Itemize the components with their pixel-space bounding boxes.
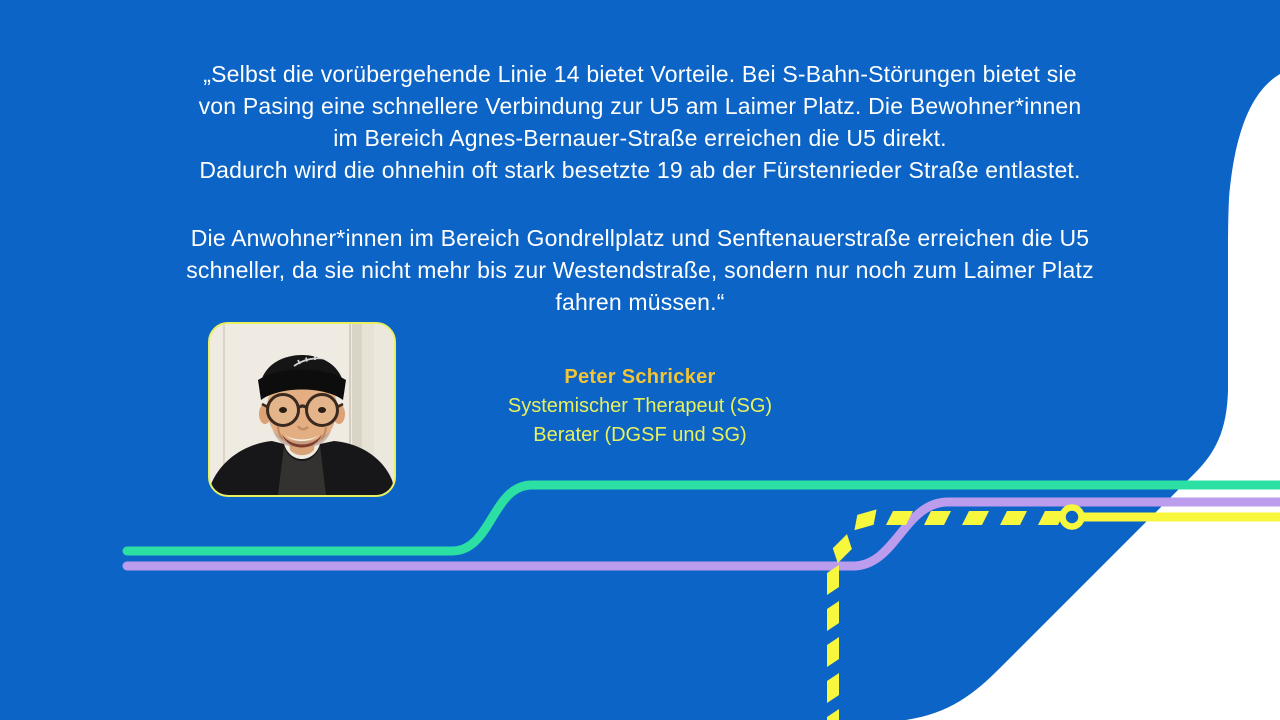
person-name: Peter Schricker xyxy=(564,366,716,388)
quote-line: von Pasing eine schnellere Verbindung zur U5 am Laimer Platz. Die Bewohner*innen xyxy=(198,93,1082,119)
quote-line: schneller, da sie nicht mehr bis zur Westendstraße, sondern nur noch zum Laimer Platz xyxy=(186,257,1094,283)
person-role-2: Berater (DGSF und SG) xyxy=(533,424,747,446)
quote-line: „Selbst die vorübergehende Linie 14 bietet Vorteile. Bei S-Bahn-Störungen bietet sie xyxy=(203,61,1077,87)
paragraph-gap xyxy=(0,186,1280,222)
quote-line: Dadurch wird die ohnehin oft stark besetzte 19 ab der Fürstenrieder Straße entlastet. xyxy=(199,157,1081,183)
attribution-block xyxy=(0,363,1280,450)
quote-line: Die Anwohner*innen im Bereich Gondrellplatz und Senftenauerstraße erreichen die U5 xyxy=(190,225,1090,251)
quote-line: im Bereich Agnes-Bernauer-Straße erreichen die U5 direkt. xyxy=(333,125,947,151)
quote-block xyxy=(0,58,1280,318)
quote-line: fahren müssen.“ xyxy=(555,289,725,315)
person-role-1: Systemischer Therapeut (SG) xyxy=(507,395,773,417)
line-terminus-ring xyxy=(1063,508,1082,527)
transit-line-purple xyxy=(127,502,1280,566)
